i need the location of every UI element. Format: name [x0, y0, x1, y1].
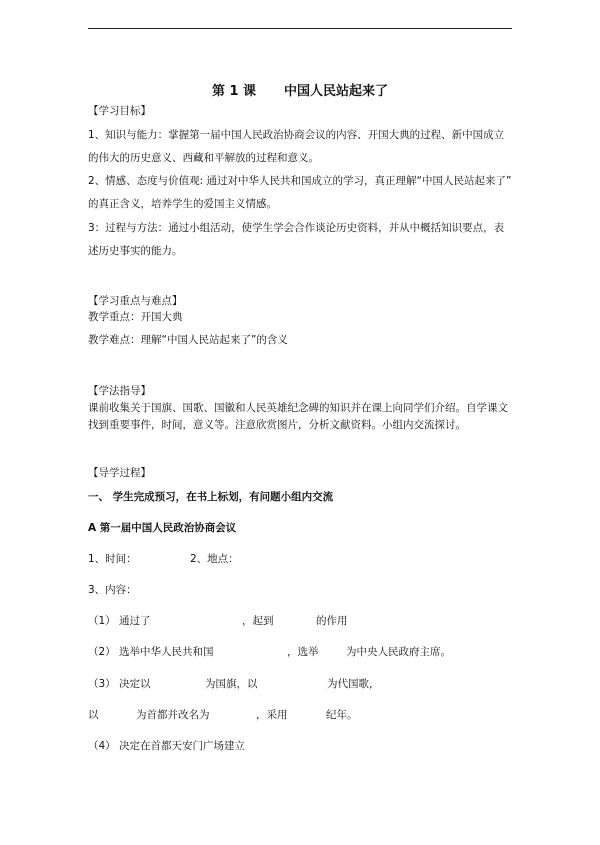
- content-3-part-a: （3） 决定以: [88, 678, 151, 690]
- process-heading: 【导学过程】: [88, 467, 151, 479]
- content-label: 3、内容：: [88, 584, 137, 596]
- method-line-2: 找到重要事件，时间，意义等。注意欣赏图片，分析文献资料。小组内交流探讨。: [88, 419, 466, 431]
- content-3-cont-c: ，采用: [256, 709, 288, 721]
- lesson-number: 第 1 课: [211, 84, 257, 99]
- method-line-1: 课前收集关于国旗、国歌、国徽和人民英雄纪念碑的知识并在课上向同学们介绍。自学课文: [88, 402, 508, 414]
- content-1-part-c: 的作用: [316, 615, 348, 627]
- lesson-title: [0, 80, 600, 99]
- lesson-name: 中国人民站起来了: [284, 84, 389, 99]
- objective-1-line-2: 的伟大的历史意义、西藏和平解放的过程和意义。: [88, 152, 319, 164]
- content-3-cont-d: 纪年。: [326, 709, 358, 721]
- content-2-part-c: 为中央人民政府主席。: [346, 646, 451, 658]
- objective-2-line-1: 2、情感、态度与价值观: 通过对中华人民共和国成立的学习，真正理解“中国人民站起来了”: [88, 175, 512, 187]
- time-label: 1、时间：: [88, 553, 137, 565]
- objective-1-line-1: 1、知识与能力：掌握第一届中国人民政治协商会议的内容、开国大典的过程、新中国成立: [88, 129, 505, 141]
- objective-3-line-1: 3：过程与方法：通过小组活动，使学生学会合作谈论历史资料，并从中概括知识要点，表: [88, 222, 505, 234]
- method-heading: 【学法指导】: [88, 385, 151, 397]
- content-2-part-b: ，选举: [287, 646, 319, 658]
- content-3-cont-a: 以: [88, 709, 99, 721]
- header-rule: [88, 28, 512, 29]
- content-3-part-c: 为代国歌，: [327, 678, 380, 690]
- process-step-1: 一、 学生完成预习，在书上标划，有问题小组内交流: [88, 491, 334, 503]
- content-2-part-a: （2） 选举中华人民共和国: [88, 646, 214, 658]
- objective-3-line-2: 述历史事实的能力。: [88, 245, 183, 257]
- content-4-part-a: （4） 决定在首都天安门广场建立: [88, 740, 246, 752]
- content-1-part-a: （1） 通过了: [88, 615, 151, 627]
- content-3-cont-b: 为首都并改名为: [136, 709, 210, 721]
- content-1-part-b: ，起到: [242, 615, 274, 627]
- objective-2-line-2: 的真正含义，培养学生的爱国主义情感。: [88, 198, 277, 210]
- content-3-part-b: 为国旗，以: [205, 678, 258, 690]
- section-a-heading: A 第一届中国人民政治协商会议: [88, 522, 237, 534]
- teaching-focus: 教学重点：开国大典: [88, 311, 183, 323]
- teaching-difficulty: 教学难点：理解“中国人民站起来了”的含义: [88, 334, 288, 346]
- key-points-heading: 【学习重点与难点】: [88, 295, 183, 307]
- place-label: 2、地点：: [190, 553, 239, 565]
- objectives-heading: 【学习目标】: [88, 105, 151, 117]
